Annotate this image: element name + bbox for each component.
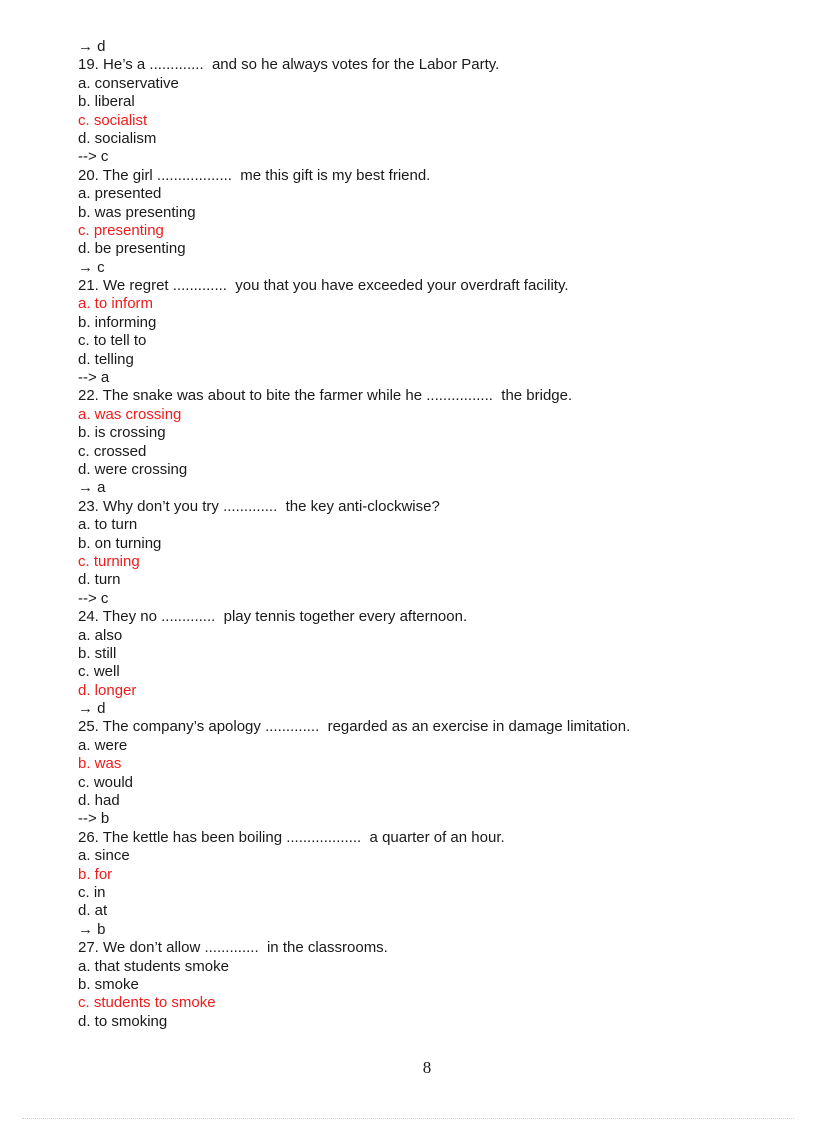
option-line: b. on turning: [78, 534, 162, 552]
option-line: b. is crossing: [78, 424, 166, 442]
footer-divider: [22, 1118, 794, 1119]
correct-option-line: c. turning: [78, 552, 140, 570]
answer-line: → c: [78, 258, 105, 276]
option-line: b. informing: [78, 313, 157, 331]
correct-option-line: c. students to smoke: [78, 994, 216, 1012]
correct-option-line: b. was: [78, 755, 122, 773]
question-20: 20. The girl .................. me this gift is my best friend.: [78, 166, 431, 184]
option-line: a. presented: [78, 185, 162, 203]
option-line: a. to turn: [78, 516, 138, 534]
answer-line: → d: [78, 38, 106, 55]
option-line: c. in: [78, 883, 106, 901]
option-line: c. crossed: [78, 442, 147, 460]
option-line: a. since: [78, 847, 130, 865]
answer-line: → a: [78, 479, 106, 497]
question-19: 19. He’s a ............. and so he always votes for the Labor Party.: [78, 56, 500, 74]
answer-line: --> a: [78, 369, 110, 387]
correct-option-line: c. socialist: [78, 111, 148, 129]
answer-line: --> c: [78, 589, 109, 607]
correct-option-line: a. to inform: [78, 295, 154, 313]
option-line: b. smoke: [78, 975, 139, 993]
option-line: d. be presenting: [78, 240, 186, 258]
option-line: d. telling: [78, 350, 134, 368]
answer-line: → d: [78, 700, 106, 718]
answer-line: → b: [78, 920, 106, 938]
option-line: c. would: [78, 773, 134, 791]
correct-option-line: c. presenting: [78, 221, 164, 239]
option-line: d. socialism: [78, 129, 157, 147]
option-line: d. turn: [78, 571, 121, 589]
option-line: c. to tell to: [78, 332, 147, 350]
option-line: a. were: [78, 736, 128, 754]
correct-option-line: a. was crossing: [78, 405, 182, 423]
option-line: a. that students smoke: [78, 957, 229, 975]
question-25: 25. The company’s apology ............. regarded as an exercise in damage limitation.: [78, 718, 631, 736]
option-line: c. well: [78, 663, 120, 681]
question-21: 21. We regret ............. you that you have exceeded your overdraft facility.: [78, 277, 569, 295]
option-line: d. to smoking: [78, 1012, 168, 1030]
question-22: 22. The snake was about to bite the farmer while he ................ the bridge.: [78, 387, 573, 405]
option-line: a. conservative: [78, 74, 179, 92]
option-line: d. were crossing: [78, 460, 188, 478]
question-24: 24. They no ............. play tennis together every afternoon.: [78, 608, 468, 626]
answer-line: --> b: [78, 810, 110, 828]
question-27: 27. We don’t allow ............. in the classrooms.: [78, 939, 388, 957]
option-line: d. at: [78, 902, 108, 920]
question-26: 26. The kettle has been boiling .................. a quarter of an hour.: [78, 828, 505, 846]
question-23: 23. Why don’t you try ............. the key anti-clockwise?: [78, 497, 440, 515]
page-number: 8: [422, 1058, 432, 1077]
exercise-content: [78, 38, 758, 1031]
option-line: b. was presenting: [78, 203, 196, 221]
option-line: b. liberal: [78, 93, 135, 111]
correct-option-line: d. longer: [78, 681, 137, 699]
option-line: d. had: [78, 792, 120, 810]
option-line: b. still: [78, 644, 117, 662]
answer-line: --> c: [78, 148, 109, 166]
correct-option-line: b. for: [78, 865, 113, 883]
option-line: a. also: [78, 626, 123, 644]
